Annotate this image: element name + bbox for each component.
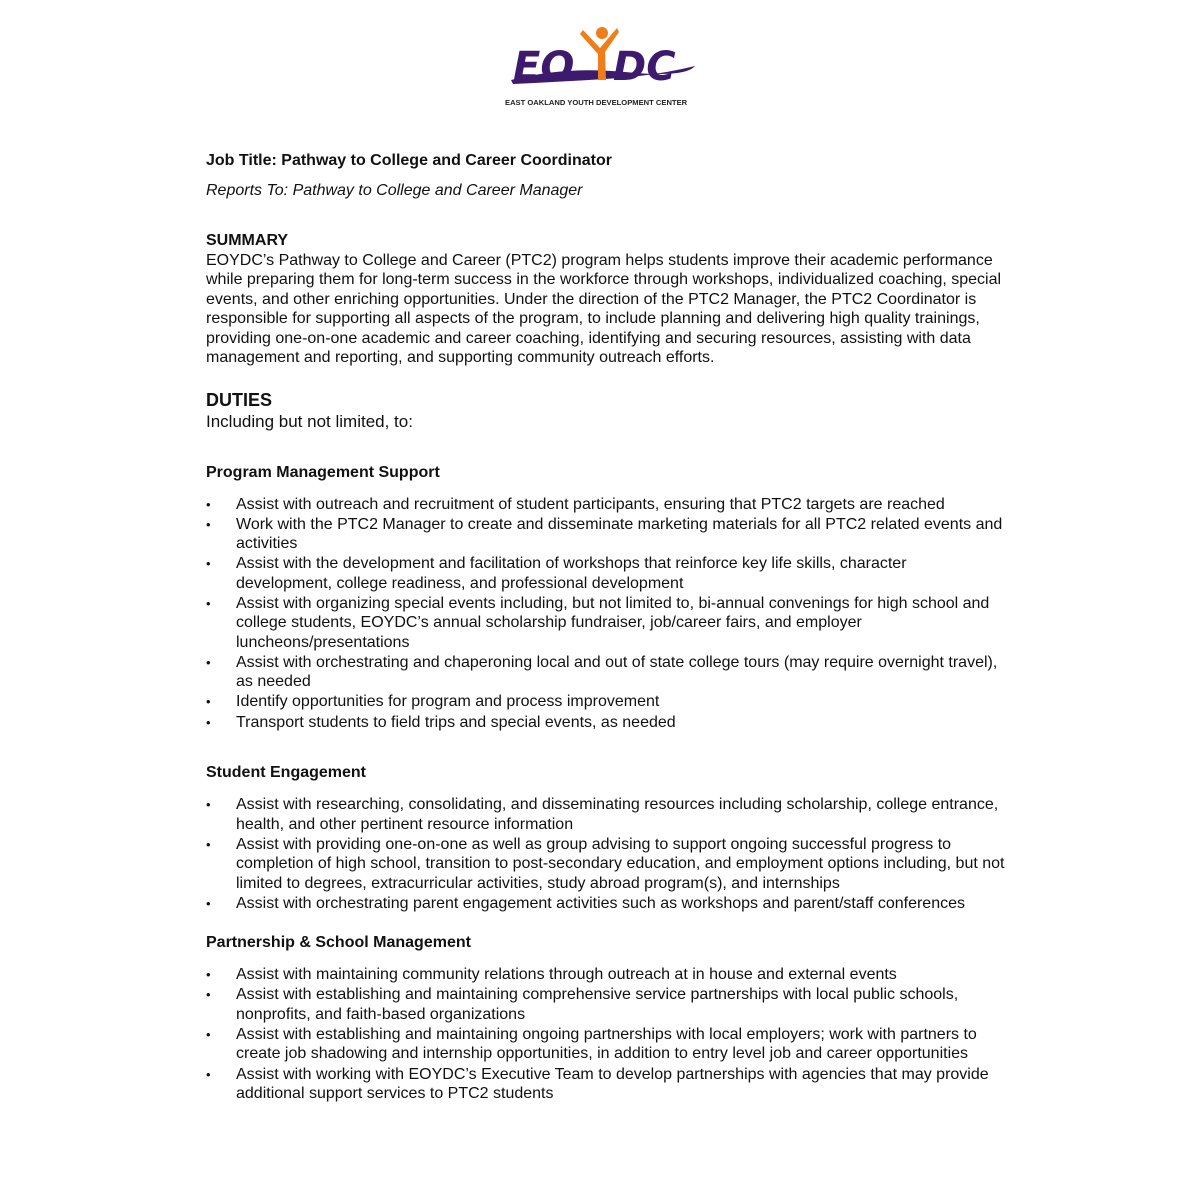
list-item — [206, 692, 1006, 712]
section-heading: Partnership & School Management — [206, 934, 471, 952]
bullet-icon: • — [206, 556, 211, 572]
logo-tagline: EAST OAKLAND YOUTH DEVELOPMENT CENTER — [505, 98, 688, 107]
program-management-section — [206, 463, 1006, 733]
bullet-icon: • — [206, 895, 211, 911]
logo-figure-head — [596, 27, 608, 39]
list-item-text: Assist with the development and facilitation of workshops that reinforce key life skills, character development, college readiness, and professional development — [236, 555, 907, 592]
list-item-text: Assist with working with EOYDC’s Executive Team to develop partnerships with agencies that may provide additional support services to PTC2 students — [236, 1065, 989, 1103]
bullet-icon: • — [206, 595, 211, 611]
eoydc-logo — [505, 22, 700, 114]
job-description — [206, 150, 1006, 1104]
bullet-icon: • — [206, 496, 211, 512]
bullet-icon: • — [206, 714, 211, 730]
summary-text: EOYDC’s Pathway to College and Career (PTC2) program helps students improve their academic performance while preparing them for long-term success in the workforce through workshops, individualized coaching, special events, and other enriching opportunities. Under the direction of the PTC2 Manager, the PTC2 Coordinator is responsible for supporting all aspects of the program, to include planning and delivering high quality trainings, providing one-on-one academic and career coaching, identifying and securing resources, assisting with data management and reporting, and supporting community outreach efforts. — [206, 251, 1002, 366]
logo-wordmark-left: EO — [513, 44, 575, 90]
list-item — [206, 594, 1006, 653]
duties-subheading: Including but not limited, to: — [206, 411, 413, 431]
bullet-list — [206, 965, 1006, 1103]
list-item — [206, 835, 1006, 894]
bullet-icon: • — [206, 967, 211, 983]
bullet-icon: • — [206, 694, 211, 710]
list-item-text: Assist with organizing special events including, but not limited to, bi-annual convenings for high school and college students, EOYDC’s annual scholarship fundraiser, job/career fairs, and employer luncheons/presentations — [236, 594, 990, 651]
job-title: Job Title: Pathway to College and Career Coordinator — [206, 152, 612, 169]
list-item-text: Assist with maintaining community relations through outreach at in house and external events — [236, 966, 897, 984]
bullet-list — [206, 495, 1006, 733]
summary-heading: SUMMARY — [206, 232, 289, 249]
bullet-icon: • — [206, 836, 211, 852]
list-item-text: Identify opportunities for program and process improvement — [236, 693, 660, 711]
list-item — [206, 515, 1006, 554]
bullet-icon: • — [206, 516, 211, 532]
section-heading: Program Management Support — [206, 463, 440, 481]
section-heading: Student Engagement — [206, 764, 367, 782]
list-item — [206, 894, 1006, 914]
partnership-section — [206, 933, 1006, 1103]
list-item-text: Assist with establishing and maintaining comprehensive service partnerships with local public schools, nonprofits, and faith-based organizations — [236, 986, 959, 1023]
summary-section — [206, 231, 1006, 368]
list-item-text: Assist with establishing and maintaining ongoing partnerships with local employers; work with partners to create job shadowing and internship opportunities, in addition to entry level job and career opportunities — [236, 1025, 977, 1063]
eoydc-logo-graphic — [505, 22, 700, 114]
list-item-text: Assist with outreach and recruitment of student participants, ensuring that PTC2 targets are reached — [236, 495, 945, 513]
bullet-icon: • — [206, 1026, 211, 1042]
list-item — [206, 713, 1006, 733]
bullet-list — [206, 795, 1006, 913]
list-item — [206, 965, 1006, 985]
duties-section — [206, 389, 1006, 1104]
list-item — [206, 795, 1006, 834]
list-item — [206, 1025, 1006, 1064]
list-item-text: Assist with orchestrating parent engagement activities such as workshops and parent/staff conferences — [236, 894, 965, 912]
bullet-icon: • — [206, 654, 211, 670]
list-item-text: Work with the PTC2 Manager to create and disseminate marketing materials for all PTC2 related events and activities — [236, 515, 1003, 553]
reports-to: Reports To: Pathway to College and Career Manager — [206, 182, 583, 199]
logo-wordmark-right: DC — [613, 44, 676, 90]
bullet-icon: • — [206, 797, 211, 813]
list-item — [206, 554, 1006, 593]
list-item — [206, 985, 1006, 1024]
student-engagement-section — [206, 763, 1006, 913]
list-item — [206, 495, 1006, 515]
duties-heading: DUTIES — [206, 389, 273, 410]
list-item-text: Assist with orchestrating and chaperoning local and out of state college tours (may require overnight travel), as needed — [236, 653, 998, 691]
list-item — [206, 1065, 1006, 1104]
list-item-text: Assist with providing one-on-one as well as group advising to support ongoing successful progress to completion of high school, transition to post-secondary education, and employment options including, but not limited to degrees, extracurricular activities, study abroad program(s), and internships — [236, 835, 1005, 892]
list-item-text: Transport students to field trips and special events, as needed — [236, 713, 676, 731]
list-item — [206, 653, 1006, 692]
bullet-icon: • — [206, 987, 211, 1003]
list-item-text: Assist with researching, consolidating, and disseminating resources including scholarship, college entrance, health, and other pertinent resource information — [236, 796, 999, 833]
bullet-icon: • — [206, 1066, 211, 1082]
